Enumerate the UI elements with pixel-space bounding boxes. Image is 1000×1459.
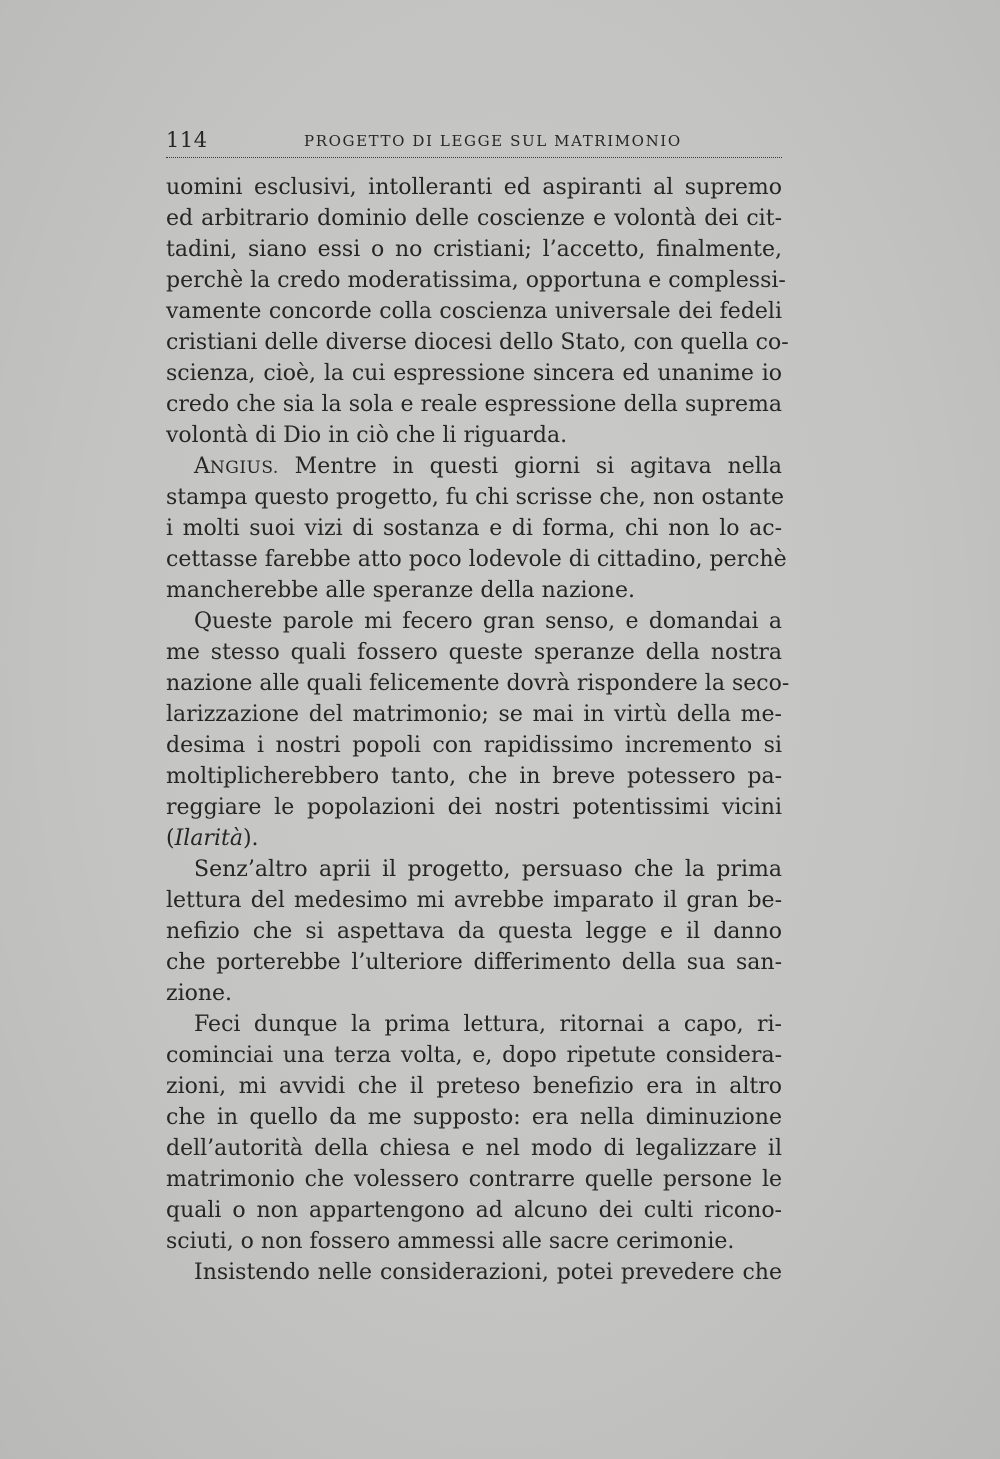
text-line: moltiplicherebbero tanto, che in breve potessero pa-	[166, 764, 782, 789]
text-line: tadini, siano essi o no cristiani; l’accetto, finalmente,	[166, 237, 782, 262]
text-line: nefizio che si aspettava da questa legge e il danno	[166, 919, 782, 944]
text-line: Queste parole mi fecero gran senso, e domandai a	[194, 609, 782, 634]
text-line: Insistendo nelle considerazioni, potei prevedere che	[194, 1260, 782, 1285]
text-line: cominciai una terza volta, e, dopo ripetute considera-	[166, 1043, 782, 1068]
text-line: stampa questo progetto, fu chi scrisse che, non ostante	[166, 485, 784, 510]
text-line: dell’autorità della chiesa e nel modo di legalizzare il	[166, 1136, 782, 1161]
text-line: reggiare le popolazioni dei nostri potentissimi vicini	[166, 795, 782, 820]
text-line	[166, 451, 782, 482]
text-line: matrimonio che volessero contrarre quelle persone le	[166, 1167, 782, 1192]
stage-direction	[166, 823, 782, 854]
text-line: zione.	[166, 981, 233, 1006]
speech-text: Mentre in questi giorni si agitava nella	[278, 454, 782, 479]
text-line: me stesso quali fossero queste speranze della nostra	[166, 640, 782, 665]
text-line: credo che sia la sola e reale espressione della suprema	[166, 392, 782, 417]
text-line: cristiani delle diverse diocesi dello Stato, con quella co-	[166, 330, 789, 355]
speaker-name-rest: NGIUS.	[209, 458, 279, 478]
text-line: lettura del medesimo mi avrebbe imparato il gran be-	[166, 888, 782, 913]
text-line: vamente concorde colla coscienza universale dei fedeli	[166, 299, 782, 324]
stage-direction-text: Ilarità	[174, 826, 243, 851]
text-line: desima i nostri popoli con rapidissimo incremento si	[166, 733, 782, 758]
text-line: uomini esclusivi, intolleranti ed aspiranti al supremo	[166, 175, 782, 200]
body-text	[166, 172, 790, 1288]
running-head: PROGETTO DI LEGGE SUL MATRIMONIO	[304, 132, 682, 150]
header-rule	[166, 157, 782, 158]
text-line: scienza, cioè, la cui espressione sincera ed unanime io	[166, 361, 782, 386]
speaker-initial: A	[194, 454, 210, 479]
text-line: ed arbitrario dominio delle coscienze e volontà dei cit-	[166, 206, 782, 231]
text-line: nazione alle quali felicemente dovrà rispondere la seco-	[166, 671, 790, 696]
page-header	[166, 126, 782, 154]
text-line: quali o non appartengono ad alcuno dei culti ricono-	[166, 1198, 782, 1223]
text-line: mancherebbe alle speranze della nazione.	[166, 578, 635, 603]
text-line: che porterebbe l’ulteriore differimento della sua san-	[166, 950, 782, 975]
close-paren: ).	[242, 826, 259, 851]
text-line: i molti suoi vizi di sostanza e di forma, chi non lo ac-	[166, 516, 782, 541]
page-number: 114	[166, 128, 208, 152]
text-line: larizzazione del matrimonio; se mai in virtù della me-	[166, 702, 782, 727]
text-line: volontà di Dio in ciò che li riguarda.	[166, 423, 568, 448]
text-line: che in quello da me supposto: era nella diminuzione	[166, 1105, 782, 1130]
open-paren: (	[166, 826, 175, 851]
text-line: sciuti, o non fossero ammessi alle sacre cerimonie.	[166, 1229, 735, 1254]
text-line: Senz’altro aprii il progetto, persuaso che la prima	[194, 857, 782, 882]
text-line: cettasse farebbe atto poco lodevole di cittadino, perchè	[166, 547, 787, 572]
text-line: Feci dunque la prima lettura, ritornai a capo, ri-	[194, 1012, 782, 1037]
text-line: perchè la credo moderatissima, opportuna e complessi-	[166, 268, 786, 293]
text-line: zioni, mi avvidi che il preteso benefizio era in altro	[166, 1074, 782, 1099]
speaker-name	[194, 454, 279, 479]
